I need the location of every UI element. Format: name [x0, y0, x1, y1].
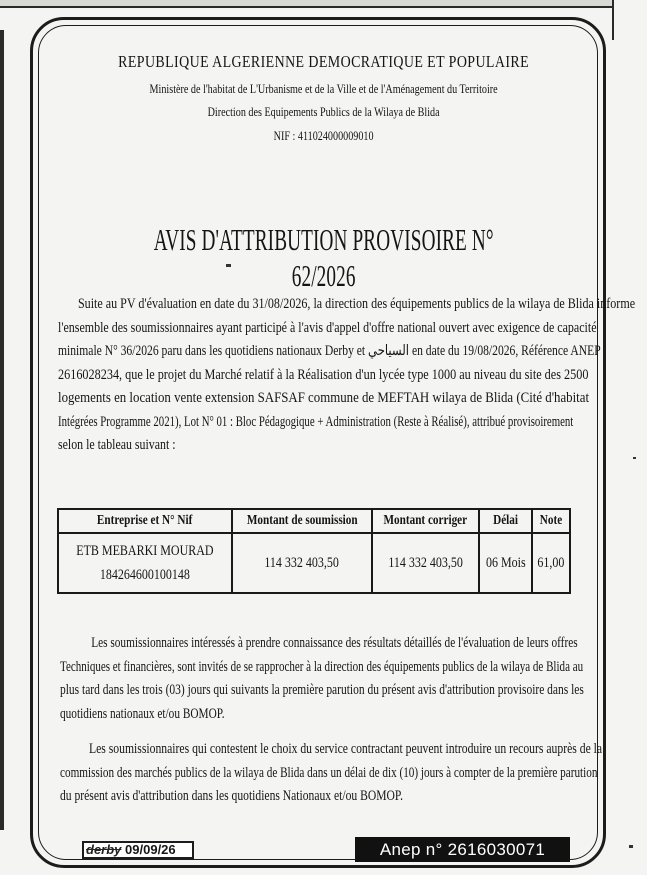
table-header: Entreprise et N° Nif [58, 509, 232, 533]
header-republic: REPUBLIQUE ALGERIENNE DEMOCRATIQUE ET POPULAIRE [118, 52, 530, 71]
page-top-edge [0, 0, 612, 8]
intro-line: minimale N° 36/2026 paru dans les quotidiens nationaux Derby et السياحي en date du 19/08/2026, Référence ANEP [58, 343, 601, 359]
results-paragraph [60, 632, 582, 726]
page-right-edge [612, 0, 614, 40]
print-speck [629, 845, 633, 848]
intro-line: logements en location vente extension SAFSAF commune de MEFTAH wilaya de Blida (Cité d'habitat [58, 390, 590, 406]
attribution-table [57, 508, 571, 594]
appeal-line: commission des marchés publics de la wilaya de Blida dans un délai de dix (10) jours à compter de la première parution [60, 764, 598, 781]
notice-title: AVIS D'ATTRIBUTION PROVISOIRE N° 62/2026 [153, 222, 494, 293]
table-header: Note [532, 509, 570, 533]
intro-line: l'ensemble des soumissionnaires ayant participé à l'avis d'appel d'offre national ouvert avec exigence de capacité [58, 319, 597, 336]
appeal-paragraph [60, 738, 603, 809]
appeal-line: du présent avis d'attribution dans les quotidiens Nationaux et/ou BOMOP. [60, 788, 403, 804]
table-header: Montant de soumission [232, 509, 372, 533]
delay-cell: 06 Mois [479, 533, 532, 593]
table-header: Montant corriger [372, 509, 479, 533]
table-header: Délai [479, 509, 532, 533]
intro-line: Intégrées Programme 2021), Lot N° 01 : Bloc Pédagogique + Administration (Reste à Réalisé), attribué provisoirement [58, 413, 574, 430]
results-line: Les soumissionnaires intéressés à prendre connaissance des résultats détaillés de l'évaluation de leurs offres [91, 635, 578, 651]
results-line: Techniques et financières, sont invités de se rapprocher à la direction des équipements publics de la wilaya de Blida au [60, 658, 584, 675]
score-cell: 61,00 [532, 533, 570, 593]
header-direction: Direction des Equipements Publics de la Wilaya de Blida [207, 104, 440, 119]
anep-reference: Anep n° 2616030071 [355, 837, 570, 862]
footer-publication [82, 841, 194, 859]
company-nif: 184264600100148 [99, 567, 190, 583]
intro-paragraph [58, 293, 636, 458]
company-cell [58, 533, 232, 593]
intro-line: Suite au PV d'évaluation en date du 31/08/2026, la direction des équipements publics de la wilaya de Blida informe [77, 296, 636, 312]
amount-corrected-cell: 114 332 403,50 [372, 533, 479, 593]
appeal-line: Les soumissionnaires qui contestent le choix du service contractant peuvent introduire un recours auprès de la [88, 741, 603, 757]
intro-line: 2616028234, que le projet du Marché relatif à la Réalisation d'un lycée type 1000 au niveau du site des 2500 [58, 366, 589, 383]
table-header-row [58, 509, 570, 533]
intro-line: selon le tableau suivant : [58, 437, 176, 453]
print-speck [633, 457, 636, 459]
print-speck [226, 264, 231, 267]
table-row [58, 533, 570, 593]
header-ministry: Ministère de l'habitat de L'Urbanisme et de la Ville et de l'Aménagement du Territoire [149, 81, 498, 96]
company-name: ETB MEBARKI MOURAD [76, 543, 214, 559]
newspaper-logo: derby [86, 842, 122, 857]
header-nif: NIF : 411024000009010 [273, 128, 374, 143]
publication-date: 09/09/26 [125, 842, 176, 857]
results-line: plus tard dans les trois (03) jours qui suivants la première parution du présent avis d'attribution provisoire dans les [60, 682, 584, 698]
results-line: quotidiens nationaux et/ou BOMOP. [60, 705, 225, 722]
amount-submitted-cell: 114 332 403,50 [232, 533, 372, 593]
page-left-edge [0, 30, 4, 830]
